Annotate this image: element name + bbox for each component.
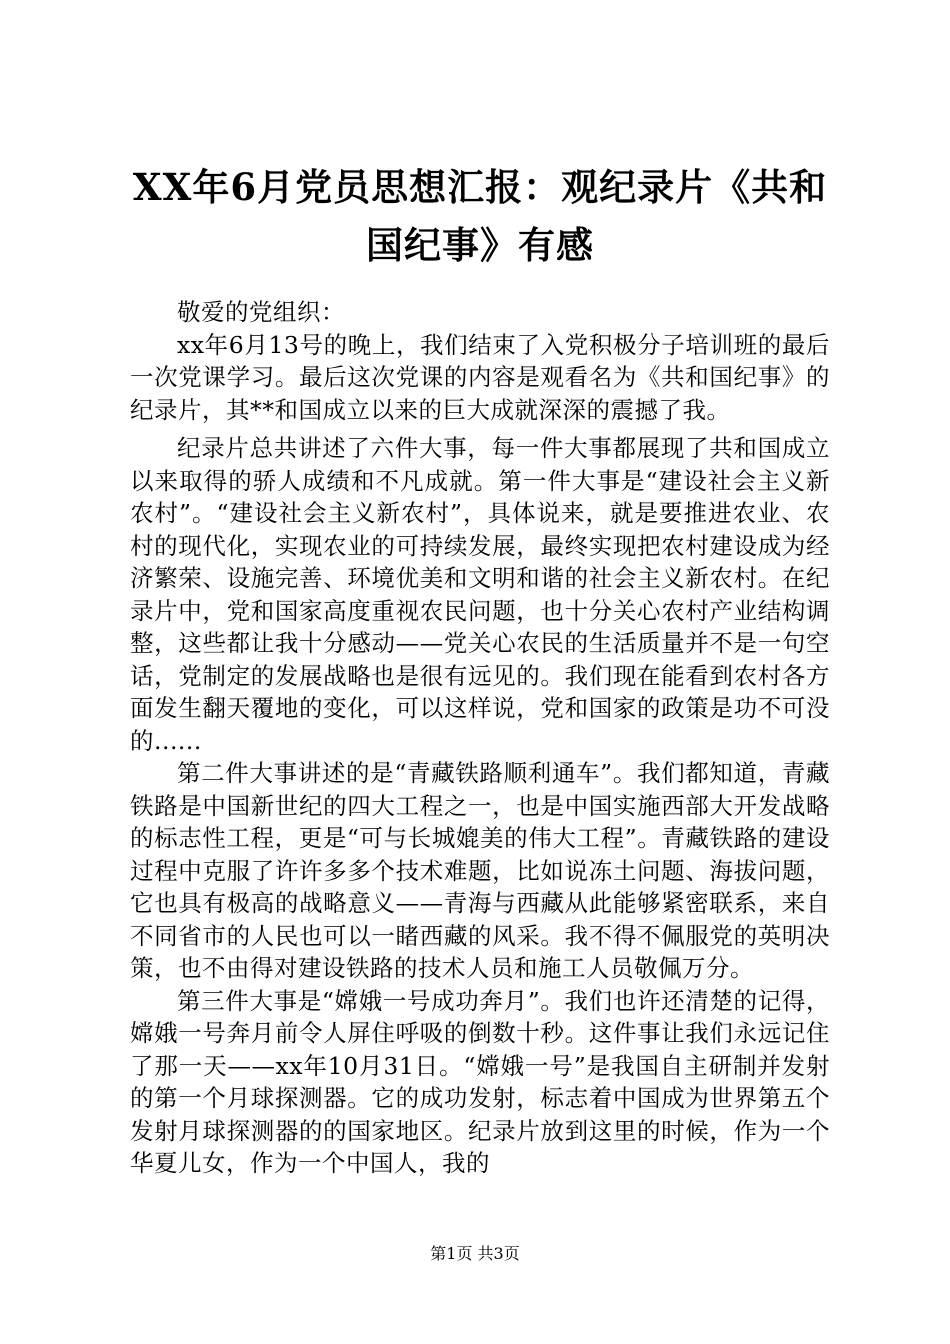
document-title: XX年6月党员思想汇报：观纪录片《共和国纪事》有感 — [132, 165, 828, 267]
greeting: 敬爱的党组织： — [177, 298, 345, 326]
paragraph-2: 纪录片总共讲述了六件大事，每一件大事都展现了共和国成立以来取得的骄人成绩和不凡成就。第一件大事是“建设社会主义新农村”。“建设社会主义新农村”，具体说来，就是要推进农业、农村的现代化，实现农业的可持续发展，最终实现把农村建设成为经济繁荣、设施完善、环境优美和文明和谐的社会主义新农村。在纪录片中，党和国家高度重视农民问题，也十分关心农村产业结构调整，这些都让我十分感动——党关心农民的生活质量并不是一句空话，党制定的发展战略也是很有远见的。我们现在能看到农村各方面发生翻天覆地的变化，可以这样说，党和国家的政策是功不可没的...... — [130, 434, 830, 755]
document-body — [130, 296, 830, 1180]
paragraph-1: xx年6月13号的晚上，我们结束了入党积极分子培训班的最后一次党课学习。最后这次党课的内容是观看名为《共和国纪事》的纪录片，其**和国成立以来的巨大成就深深的震撼了我。 — [130, 330, 830, 424]
paragraph-4: 第三件大事是“嫦娥一号成功奔月”。我们也许还清楚的记得，嫦娥一号奔月前令人屏住呼吸的倒数十秒。这件事让我们永远记住了那一天——xx年10月31日。“嫦娥一号”是我国自主研制并发射的第一个月球探测器。它的成功发射，标志着中国成为世界第五个发射月球探测器的的国家地区。纪录片放到这里的时候，作为一个华夏儿女，作为一个中国人，我的 — [130, 986, 830, 1177]
page-number: 第1页 共3页 — [430, 1244, 520, 1263]
paragraph-3: 第二件大事讲述的是“青藏铁路顺利通车”。我们都知道，青藏铁路是中国新世纪的四大工程之一，也是中国实施西部大开发战略的标志性工程，更是“可与长城媲美的伟大工程”。青藏铁路的建设过程中克服了许许多多个技术难题，比如说冻土问题、海拔问题，它也具有极高的战略意义——青海与西藏从此能够紧密联系，来自不同省市的人民也可以一睹西藏的风采。我不得不佩服党的英明决策，也不由得对建设铁路的技术人员和施工人员敬佩万分。 — [130, 759, 830, 982]
